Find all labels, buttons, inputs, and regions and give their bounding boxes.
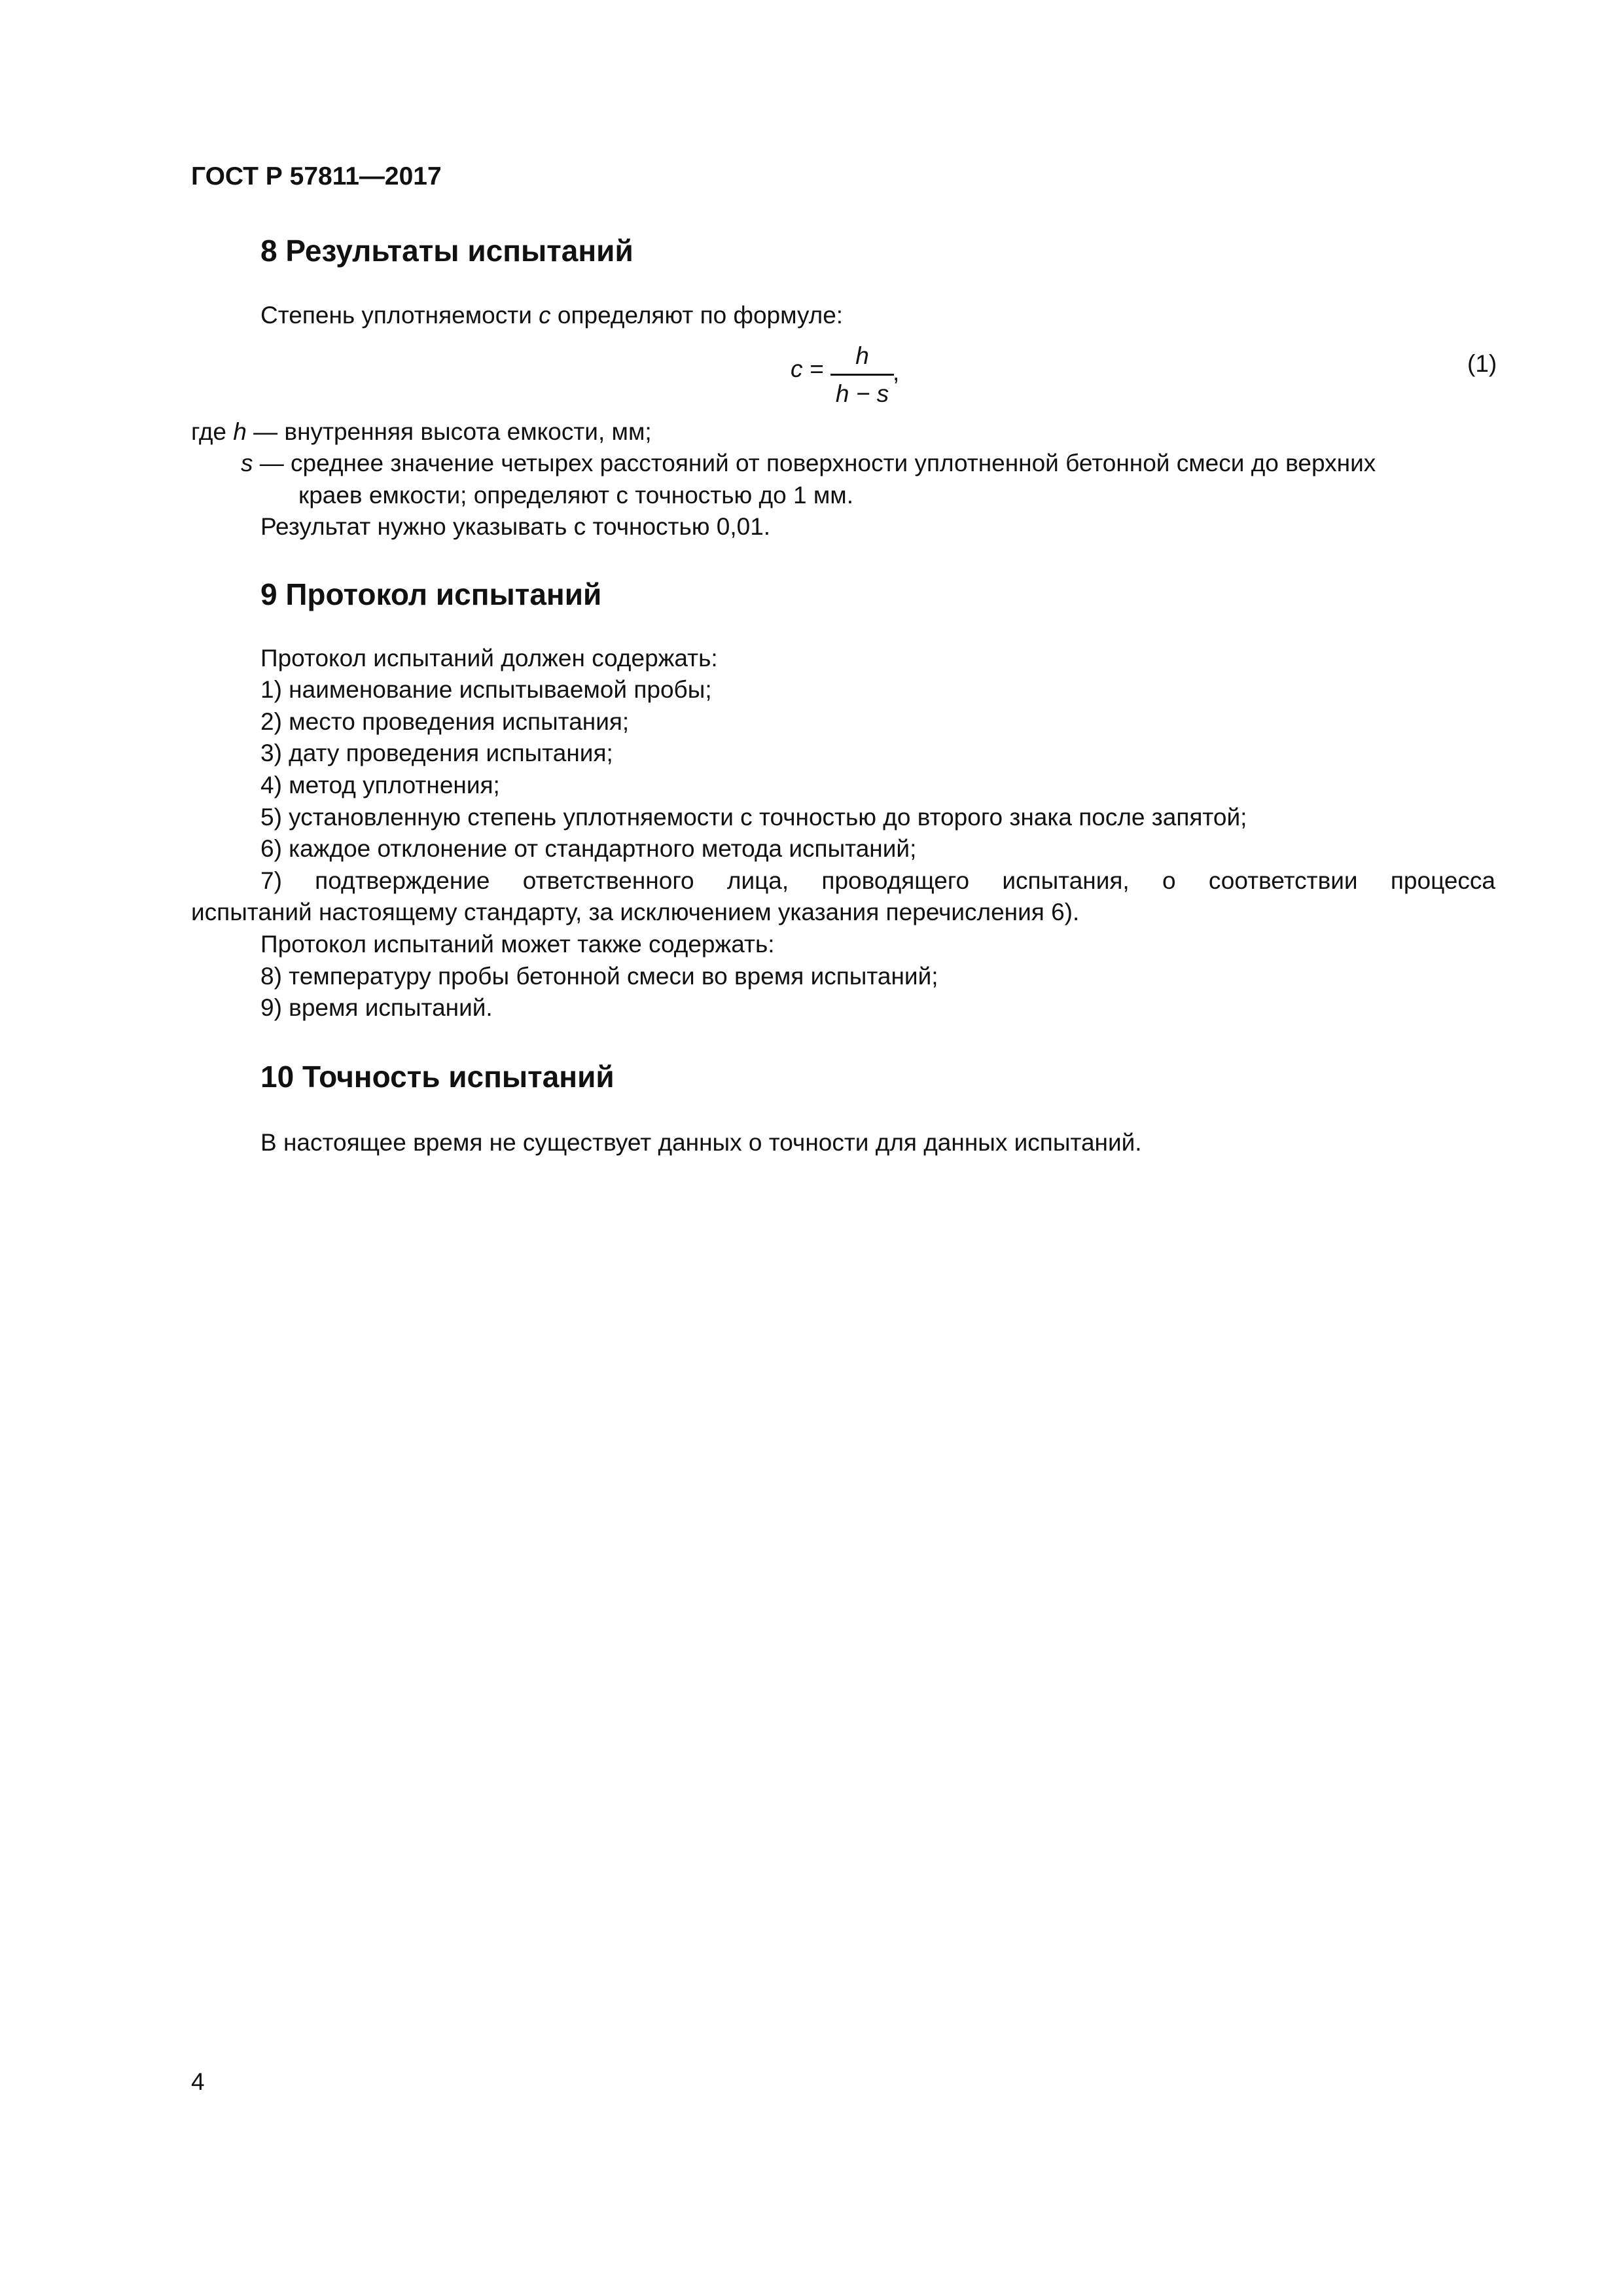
list-item: 8) температуру пробы бетонной смеси во время испытаний; [260, 963, 938, 990]
list-item: 3) дату проведения испытания; [260, 740, 613, 766]
where-s-line [241, 451, 1376, 475]
formula-fraction [828, 342, 900, 407]
formula-intro-text-end: определяют по формуле: [550, 302, 844, 329]
s-description-continued: краев емкости; определяют с точностью до 1 мм. [298, 482, 853, 509]
formula-intro-text: Степень уплотняемости [260, 302, 539, 329]
formula-intro-variable: c [539, 302, 551, 329]
section-10-title: 10 Точность испытаний [260, 1060, 615, 1094]
list-item-7-line1: 7) подтверждение ответственного лица, проводящего испытания, о соответствии процесса [260, 867, 1495, 894]
variable-h: h [233, 418, 247, 445]
section-8-title: 8 Результаты испытаний [260, 234, 633, 268]
list-item-7-line2: испытаний настоящему стандарту, за исключением указания перечисления 6). [191, 899, 1080, 925]
list-item: 2) место проведения испытания; [260, 708, 630, 735]
protocol-intro: Протокол испытаний должен содержать: [260, 645, 718, 672]
section-9-title: 9 Протокол испытаний [260, 577, 602, 611]
result-precision-note: Результат нужно указывать с точностью 0,01. [260, 513, 771, 540]
list-item: 1) наименование испытываемой пробы; [260, 676, 712, 703]
formula-denominator: h − s [835, 380, 889, 407]
formula-trailing-comma: , [893, 359, 900, 386]
formula-intro [260, 303, 843, 327]
list-item: 4) метод уплотнения; [260, 772, 500, 798]
formula-number: (1) [1467, 350, 1497, 377]
document-id: ГОСТ Р 57811—2017 [191, 162, 442, 190]
where-word: где [191, 418, 234, 445]
formula-lhs: c = [791, 355, 824, 382]
h-description: — внутренняя высота емкости, мм; [246, 418, 652, 445]
protocol-optional-intro: Протокол испытаний может также содержать: [260, 931, 775, 958]
list-item: 9) время испытаний. [260, 994, 493, 1021]
fraction-bar [830, 374, 894, 376]
list-item: 6) каждое отклонение от стандартного метода испытаний; [260, 835, 917, 862]
variable-s: s [241, 450, 253, 476]
where-h-line [191, 420, 652, 444]
formula-numerator: h [855, 342, 869, 369]
list-item: 5) установленную степень уплотняемости с точностью до второго знака после запятой; [260, 804, 1247, 831]
page-number: 4 [191, 2068, 205, 2095]
precision-text: В настоящее время не существует данных о точности для данных испытаний. [260, 1129, 1142, 1156]
s-description: — среднее значение четырех расстояний от поверхности уплотненной бетонной смеси до верхних [253, 450, 1376, 476]
